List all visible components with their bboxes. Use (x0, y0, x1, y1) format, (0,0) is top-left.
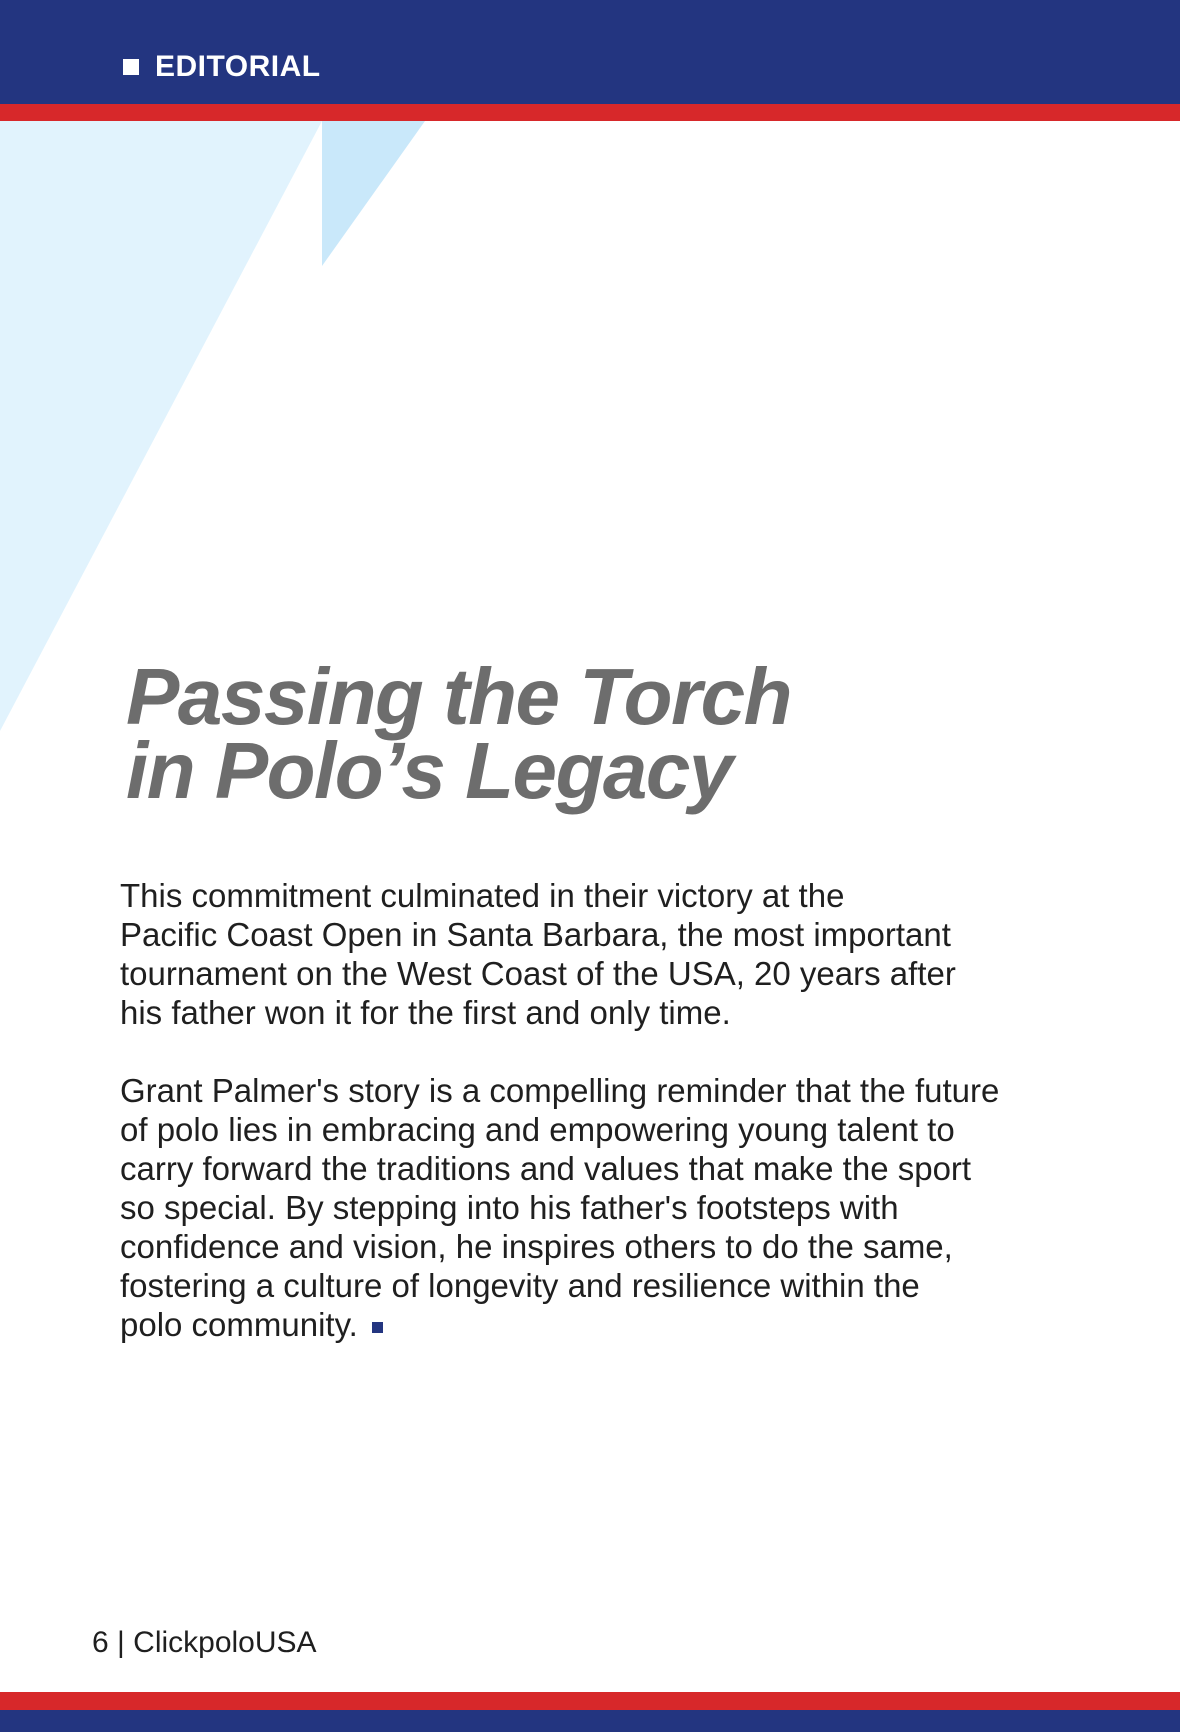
end-of-article-icon (372, 1322, 383, 1333)
header-red-stripe (0, 104, 1180, 121)
light-blue-triangle (0, 121, 322, 731)
text-line: so special. By stepping into his father's footsteps with (120, 1189, 899, 1226)
footer-bar (0, 1710, 1180, 1732)
text-line: fostering a culture of longevity and resilience within the (120, 1267, 920, 1304)
text-line: This commitment culminated in their victory at the (120, 877, 845, 914)
article-body (120, 876, 1100, 1383)
page-footer: 6 | ClickpoloUSA (92, 1626, 317, 1659)
square-bullet-icon (123, 59, 139, 75)
section-label-text: EDITORIAL (155, 50, 321, 83)
text-line: Grant Palmer's story is a compelling reminder that the future (120, 1072, 1000, 1109)
text-line: Pacific Coast Open in Santa Barbara, the most important (120, 916, 951, 953)
blue-accent-triangle (322, 121, 425, 266)
title-line-1: Passing the Torch (126, 652, 792, 741)
text-line: confidence and vision, he inspires others to do the same, (120, 1228, 953, 1265)
title-line-2: in Polo’s Legacy (126, 726, 732, 815)
paragraph-1 (120, 876, 1100, 1032)
decorative-diagonal-shapes (0, 121, 430, 741)
footer-red-stripe (0, 1692, 1180, 1710)
text-line: polo community. (120, 1306, 358, 1343)
text-line: his father won it for the first and only time. (120, 994, 731, 1031)
text-line: tournament on the West Coast of the USA, 20 years after (120, 955, 956, 992)
text-line: of polo lies in embracing and empowering young talent to (120, 1111, 955, 1148)
text-line: carry forward the traditions and values that make the sport (120, 1150, 972, 1187)
paragraph-2 (120, 1071, 1100, 1344)
article-title (126, 652, 792, 815)
section-label (123, 50, 321, 84)
